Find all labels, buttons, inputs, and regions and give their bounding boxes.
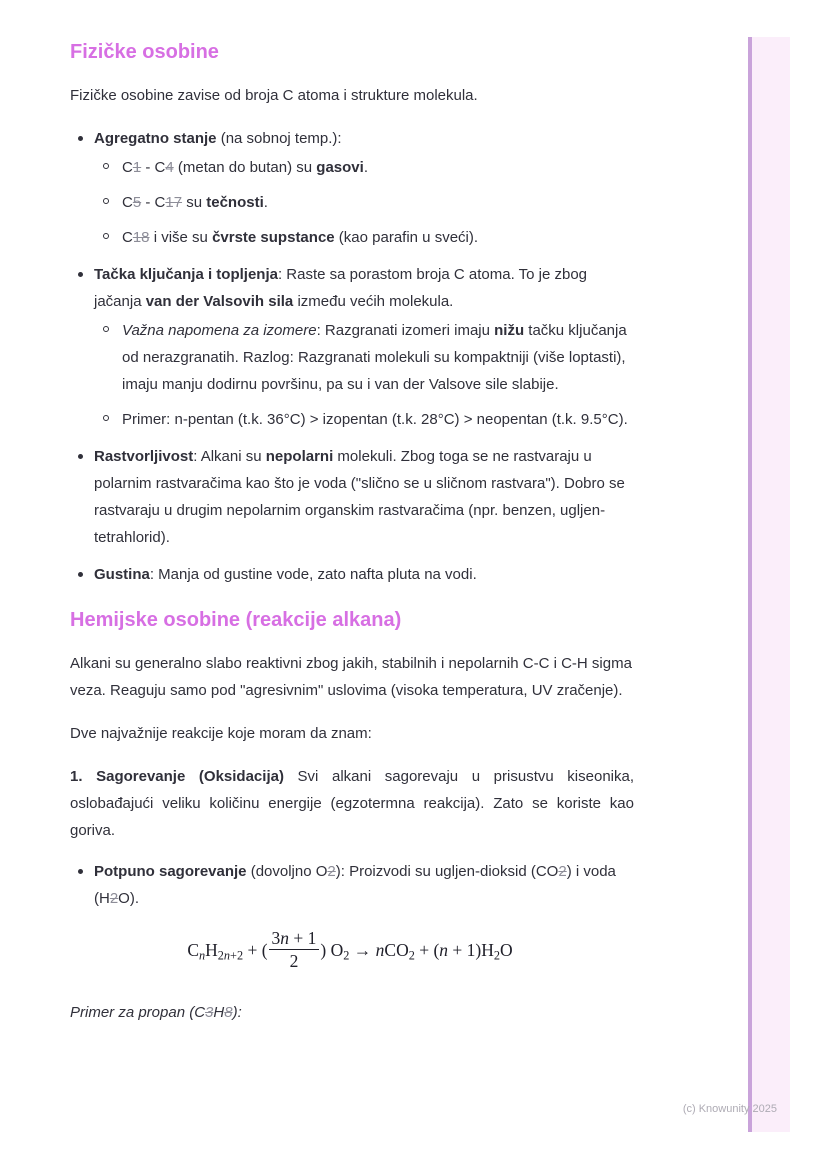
- text-segment: tačku ključanja od nerazgranatih. Razlog: Razgranati molekuli su kompaktniji (više loptasti), imaju manju dodirnu površinu, pa su i van der Valsove sile slabije.: [122, 322, 627, 393]
- text-segment: .: [263, 194, 268, 211]
- text-segment: (na sobnoj temp.):: [216, 130, 342, 147]
- two-reactions-paragraph: [70, 720, 634, 747]
- text-segment: O: [500, 939, 513, 960]
- text-segment: →: [349, 939, 376, 960]
- text-segment: 17: [165, 194, 183, 211]
- heading-hemijske-osobine: Hemijske osobine (reakcije alkana): [70, 609, 402, 631]
- text-segment: Važna napomena za izomere: [122, 322, 317, 339]
- page-content: [70, 40, 634, 1026]
- text-segment: (kao parafin u sveći).: [334, 229, 479, 246]
- list-item-text: [94, 448, 625, 546]
- text-segment: 5: [132, 194, 142, 211]
- text-segment: + 1: [289, 928, 317, 948]
- sublist-tacka-kljucanja: [94, 317, 634, 433]
- list-item-text: [122, 322, 627, 393]
- text-segment: Dve najvažnije reakcije koje moram da znam:: [70, 725, 372, 742]
- text-segment: 3: [271, 928, 281, 948]
- text-segment: ) O: [320, 939, 344, 960]
- text-segment: H: [213, 1004, 225, 1022]
- text-segment: : Alkani su: [193, 448, 266, 465]
- sublist-item-primer-pentan: [94, 406, 634, 433]
- text-segment: između većih molekula.: [293, 293, 454, 310]
- text-segment: nepolarni: [265, 448, 334, 465]
- text-segment: 2: [109, 890, 119, 907]
- sublist-item-gasovi: [94, 154, 634, 181]
- text-segment: Primer za propan (C: [70, 1004, 206, 1022]
- text-segment: - C: [141, 194, 166, 211]
- physical-properties-list: [70, 125, 634, 588]
- text-segment: 2: [327, 863, 336, 880]
- text-segment: su: [182, 194, 207, 211]
- text-segment: van der Valsovih sila: [145, 293, 294, 310]
- text-segment: molekuli. Zbog toga se ne rastvaraju u polarnim rastvaračima kao što je voda ("slično se u sličnom rastvara"). Dobro se rastvaraju u drugim nepolarnim organskim rastvaračima (npr. benzen, ugljen-tetrahlorid).: [94, 448, 625, 546]
- text-segment: 2: [343, 948, 350, 963]
- sublist-item-izomeri: [94, 317, 634, 398]
- sublist-agregatno-stanje: [94, 154, 634, 251]
- primer-propan-paragraph: [70, 999, 634, 1026]
- list-item-text: [122, 159, 368, 176]
- text-segment: Rastvorljivost: [94, 448, 194, 465]
- text-segment: i više su: [149, 229, 213, 246]
- text-segment: Potpuno sagorevanje: [94, 863, 247, 880]
- fraction-numerator: [269, 928, 320, 950]
- text-segment: (metan do butan) su: [173, 159, 317, 176]
- text-segment: tečnosti: [206, 194, 264, 211]
- text-segment: C: [122, 229, 133, 246]
- text-segment: H: [205, 939, 218, 960]
- text-segment: .: [363, 159, 368, 176]
- intro-paragraph: [70, 82, 634, 109]
- text-segment: + 1)H: [448, 939, 494, 960]
- list-item-text: [94, 566, 477, 583]
- text-segment: (dovoljno O: [246, 863, 328, 880]
- text-segment: Agregatno stanje: [94, 130, 217, 147]
- text-segment: n: [223, 948, 231, 963]
- text-segment: : Razgranati izomeri imaju: [316, 322, 495, 339]
- list-item-tacka-kljucanja: [70, 261, 634, 433]
- text-segment: Tačka ključanja i topljenja: [94, 266, 278, 283]
- chemical-equation: [70, 928, 630, 971]
- sublist-item-tecnosti: [94, 189, 634, 216]
- text-segment: - C: [141, 159, 166, 176]
- text-segment: čvrste supstance: [212, 229, 335, 246]
- text-segment: Gustina: [94, 566, 150, 583]
- text-segment: Svi alkani sagorevaju u prisustvu kiseonika, oslobađajući veliku količinu energije (egzotermna reakcija). Zato se koriste kao goriva.: [70, 768, 635, 839]
- list-item-text: [94, 266, 587, 310]
- text-segment: 8: [224, 1004, 233, 1022]
- equation-left-part: [187, 939, 268, 963]
- text-segment: ):: [232, 1004, 242, 1022]
- text-segment: gasovi: [316, 159, 364, 176]
- text-segment: Fizičke osobine zavise od broja C atoma i strukture molekula.: [70, 87, 478, 104]
- text-segment: : Manja od gustine vode, zato nafta pluta na vodi.: [149, 566, 477, 583]
- text-segment: n: [439, 939, 449, 960]
- list-item-potpuno-sagorevanje: [70, 858, 634, 912]
- text-segment: 4: [165, 159, 174, 176]
- text-segment: ) i voda (H: [94, 863, 616, 907]
- list-item-gustina: [70, 561, 634, 588]
- text-segment: C: [122, 194, 133, 211]
- list-item-text: [94, 863, 616, 907]
- list-item-text: [122, 194, 268, 211]
- text-segment: n: [375, 939, 385, 960]
- text-segment: n: [199, 948, 206, 963]
- text-segment: Alkani su generalno slabo reaktivni zbog jakih, stabilnih i nepolarnih C-C i C-H sigma veza. Reaguju samo pod "agresivnim" uslovima (visoka temperatura, UV zračenje).: [70, 655, 632, 699]
- text-segment: O).: [118, 890, 140, 907]
- text-segment: CO: [384, 939, 409, 960]
- text-segment: : Raste sa porastom broja C atoma. To je zbog jačanja: [94, 266, 588, 310]
- text-segment: 2: [408, 948, 415, 963]
- list-item-text: [122, 411, 628, 428]
- pink-highlight-bar: [748, 37, 790, 1132]
- text-segment: n: [280, 928, 290, 948]
- text-segment: nižu: [494, 322, 525, 339]
- fraction-denominator: 2: [289, 951, 299, 972]
- sagorevanje-paragraph: [70, 763, 634, 844]
- list-item-text: [122, 229, 478, 246]
- copyright-watermark: (c) Knowunity 2025: [682, 1103, 777, 1115]
- text-segment: +2: [230, 948, 244, 963]
- list-item-text: [94, 130, 342, 147]
- equation-right-part: [320, 939, 513, 963]
- text-segment: ): Proizvodi su ugljen-dioksid (CO: [335, 863, 559, 880]
- text-segment: 1: [132, 159, 142, 176]
- heading-fizicke-osobine: Fizičke osobine: [70, 41, 219, 63]
- text-segment: 3: [205, 1004, 214, 1022]
- text-segment: Primer: n-pentan (t.k. 36°C) > izopentan (t.k. 28°C) > neopentan (t.k. 9.5°C).: [122, 411, 628, 428]
- text-segment: C: [122, 159, 133, 176]
- reactivity-paragraph: [70, 650, 634, 704]
- sublist-item-cvrste-supstance: [94, 224, 634, 251]
- text-segment: + (: [414, 939, 440, 960]
- text-segment: C: [187, 939, 200, 960]
- text-segment: 18: [132, 229, 150, 246]
- combustion-list: [70, 858, 634, 912]
- text-segment: 1. Sagorevanje (Oksidacija): [70, 768, 284, 785]
- text-segment: 2: [558, 863, 567, 880]
- list-item-rastvorljivost: [70, 443, 634, 551]
- equation-fraction: [269, 928, 320, 971]
- text-segment: + (: [243, 939, 268, 960]
- list-item-agregatno-stanje: [70, 125, 634, 251]
- text-segment: 2: [217, 948, 224, 963]
- text-segment: 2: [493, 948, 500, 963]
